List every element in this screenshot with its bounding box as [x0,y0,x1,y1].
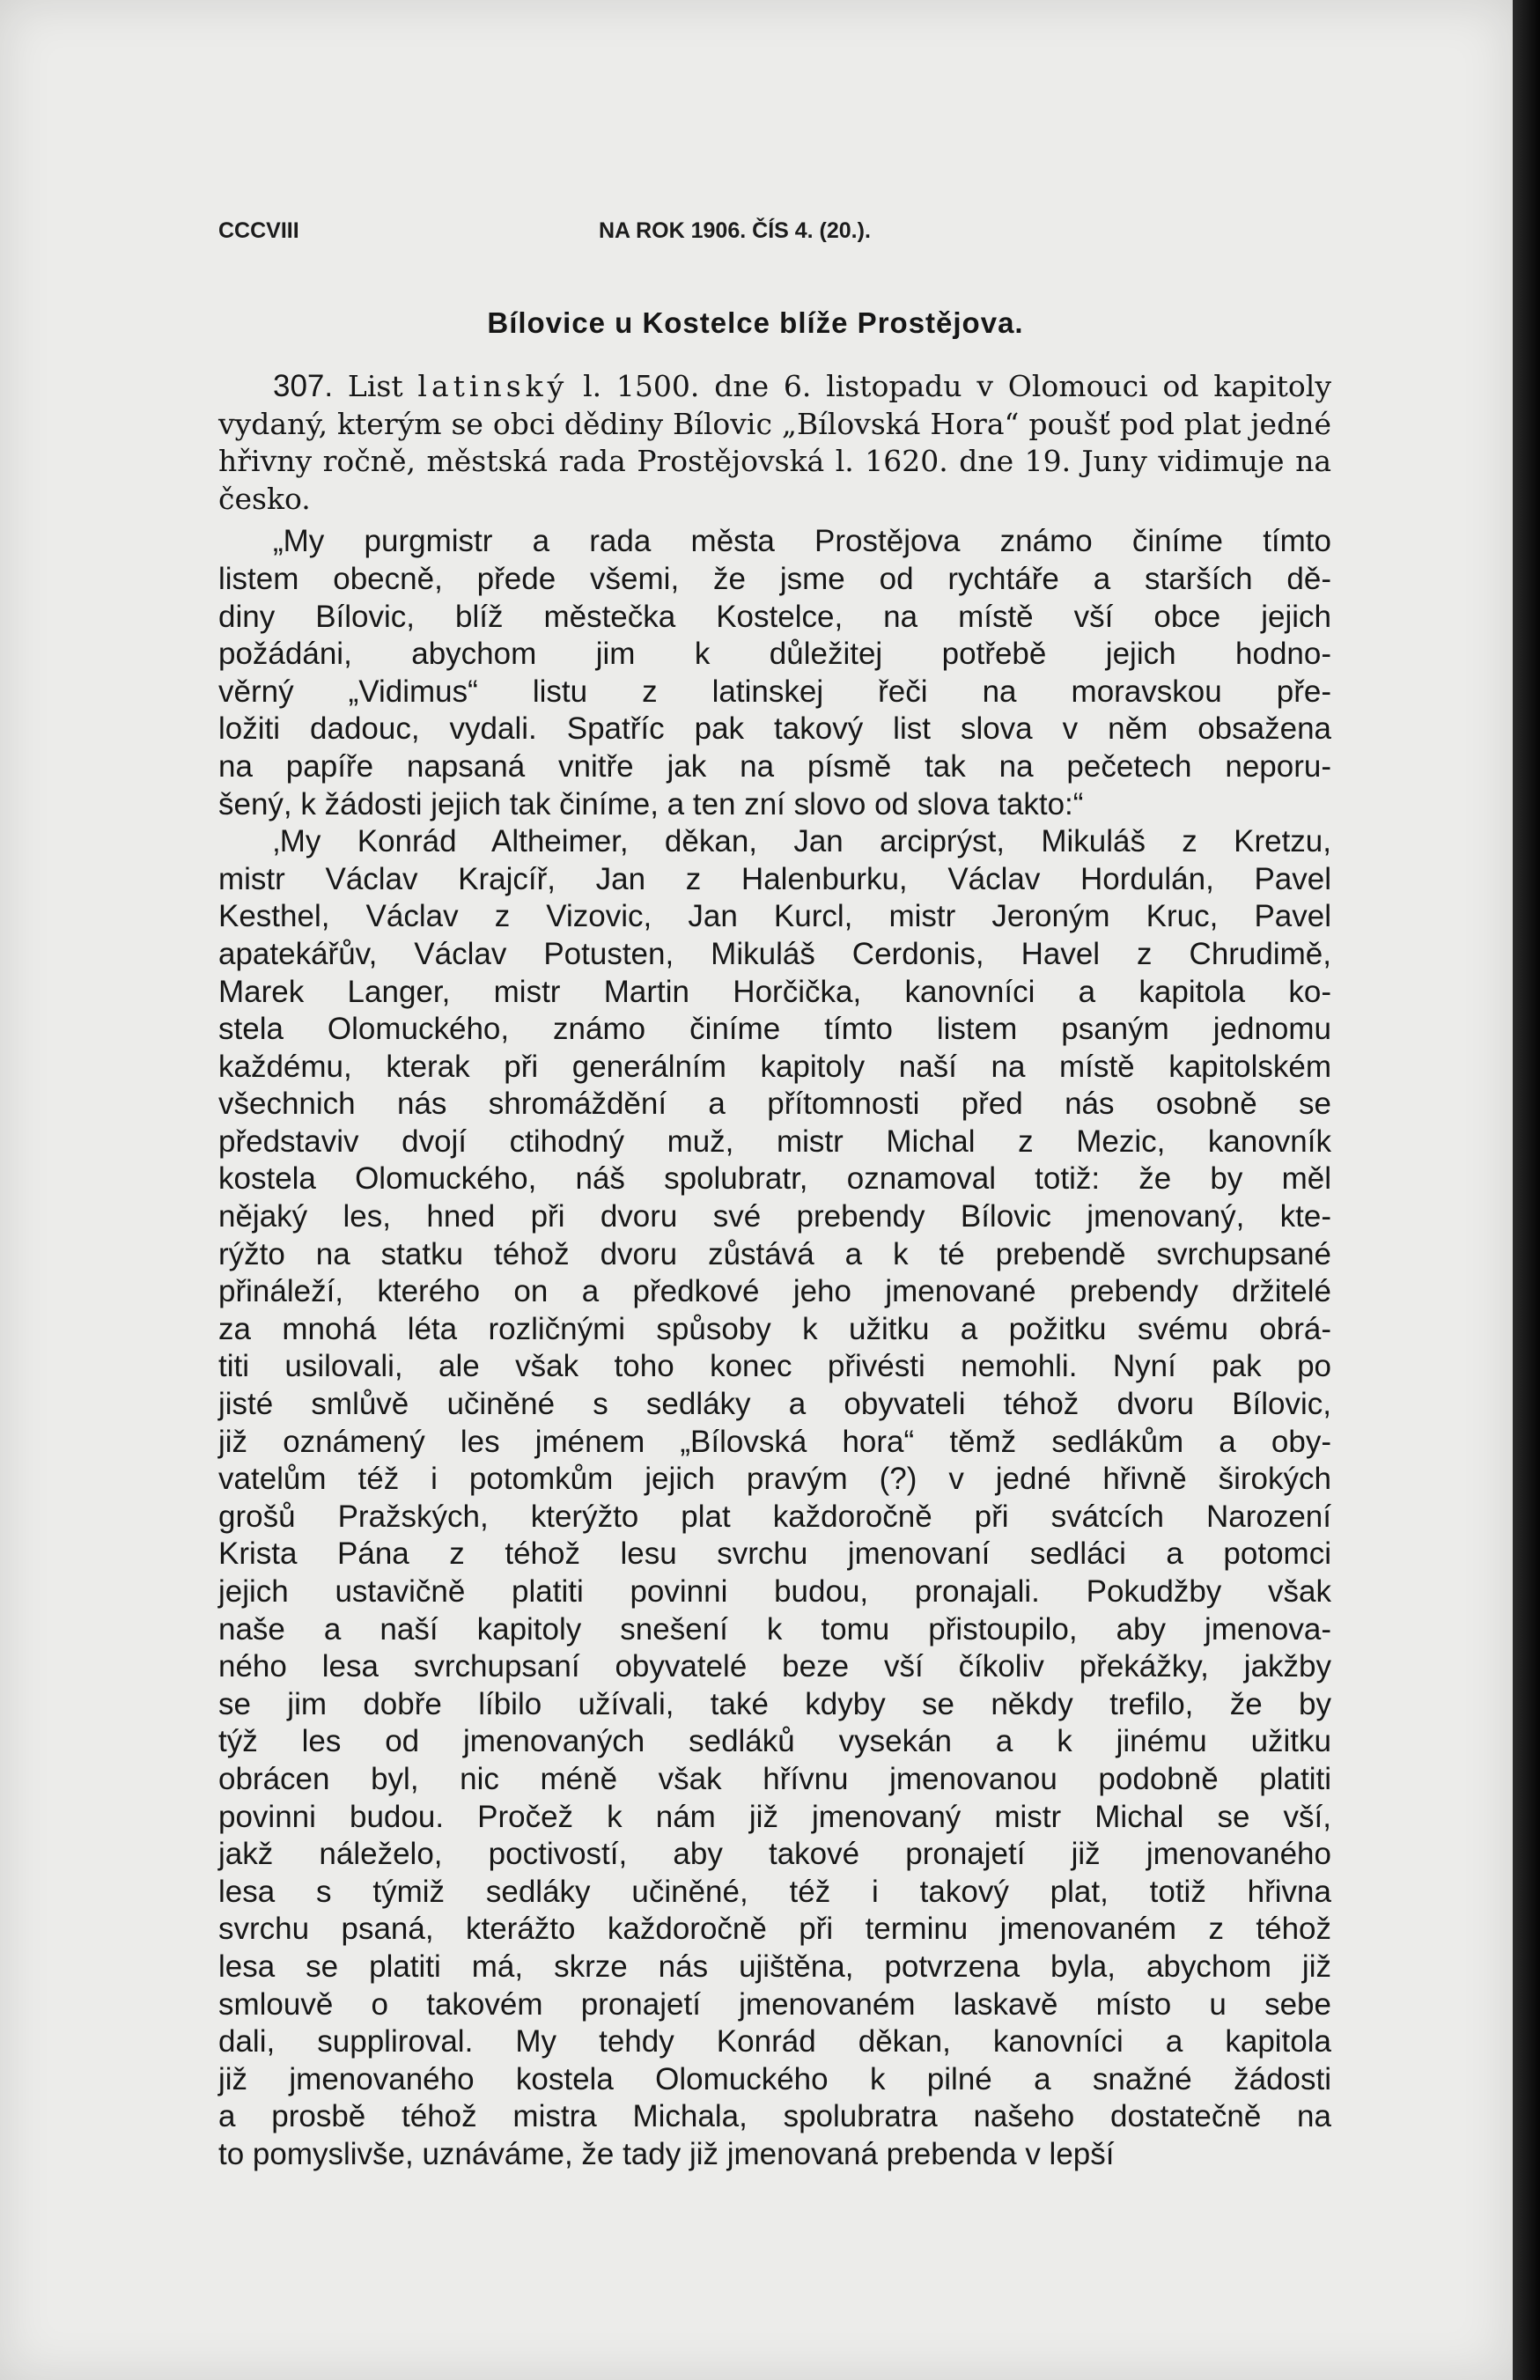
text-line: lesa se platiti má, skrze nás ujištěna, potvrzena byla, abychom již [218,1949,1331,1984]
text-line: a prosbě téhož mistra Michala, spolubratra našeho dostatečně na [218,2099,1331,2134]
text-line: se jim dobře líbilo užívali, také kdyby se někdy trefilo, že by [218,1686,1331,1721]
text-line: grošů Pražských, kterýžto plat každoročně při svátcích Narození [218,1499,1331,1534]
text-line: vatelům též i potomkům jejich pravým (?) v jedné hřivně širokých [218,1462,1331,1497]
text-line: každému, kterak při generálním kapitoly naší na místě kapitolském [218,1049,1331,1084]
text-line: jisté smlůvě učiněné s sedláky a obyvateli téhož dvoru Bílovic, [218,1387,1331,1422]
text-line: stela Olomuckého, známo činíme tímto listem psaným jednomu [218,1012,1331,1047]
running-header [218,218,1293,254]
entry-intro [218,368,1331,518]
text-line: naše a naší kapitoly snešení k tomu přistoupilo, aby jmenova- [218,1611,1331,1647]
text-line: již jmenovaného kostela Olomuckého k pilné a snažné žádosti [218,2061,1331,2096]
text-line: ložiti dadouc, vydali. Spatříc pak takový list slova v něm obsažena [218,711,1331,747]
text-line: rýžto na statku téhož dvoru zůstává a k té prebendě svrchupsané [218,1236,1331,1271]
text-line: lesa s týmiž sedláky učiněné, též i takový plat, totiž hřivna [218,1874,1331,1909]
page-number-roman: CCCVIII [218,218,299,243]
text-line: „My purgmistr a rada města Prostějova známo činíme tímto [273,524,1331,559]
text-line: na papíře napsaná vnitře jak na písmě tak na pečetech neporu- [218,748,1331,784]
section-title: Bílovice u Kostelce blíže Prostějova. [487,306,1024,339]
text-line: již oznámený les jménem „Bílovská hora“ těmž sedlákům a oby- [218,1424,1331,1459]
text-line: jejich ustavičně platiti povinni budou, pronajali. Pokudžby však [218,1574,1331,1609]
text-line: věrný „Vidimus“ listu z latinskej řeči na moravskou pře- [218,674,1331,709]
text-line: apatekářův, Václav Potusten, Mikuláš Cerdonis, Havel z Chrudimě, [218,936,1331,971]
text-line: všechnich nás shromáždění a přítomnosti před nás osobně se [218,1087,1331,1122]
text-line: nějaký les, hned při dvoru své prebendy Bílovic jmenovaný, kte- [218,1199,1331,1234]
text-line: povinni budou. Pročež k nám již jmenovaný mistr Michal se vší, [218,1799,1331,1834]
text-line: přináleží, kterého on a předkové jeho jmenované prebendy držitelé [218,1274,1331,1309]
text-line: Kesthel, Václav z Vizovic, Jan Kurcl, mistr Jeroným Kruc, Pavel [218,899,1331,934]
text-line: šený, k žádosti jejich tak činíme, a ten zní slovo od slova takto:“ [218,786,1084,822]
text-line: svrchu psaná, kterážto každoročně při terminu jmenovaném z téhož [218,1912,1331,1947]
text-line: obrácen byl, nic méně však hřívnu jmenovanou podobně platiti [218,1761,1331,1796]
text-line: jakž náleželo, poctivostí, aby takové pronajetí již jmenovaného [218,1837,1331,1872]
text-line: listem obecně, přede všemi, že jsme od rychtáře a starších dě- [218,561,1331,596]
text-line: dali, suppliroval. My tehdy Konrád děkan, kanovníci a kapitola [218,2024,1331,2059]
scan-edge [1513,0,1540,2380]
body-lines [218,523,1331,2173]
entry-number: 307. [273,369,334,403]
text-line: Krista Pána z téhož lesu svrchu jmenovaní sedláci a potomci [218,1536,1331,1572]
issue-reference: NA ROK 1906. ČÍS 4. (20.). [599,218,871,243]
text-line: ného lesa svrchupsaní obyvatelé beze vší číkoliv překážky, jakžby [218,1649,1331,1684]
text-line: požádáni, abychom jim k důležitej potřebě jejich hodno- [218,637,1331,672]
text-line: představiv dvojí ctihodný muž, mistr Michal z Mezic, kanovník [218,1124,1331,1159]
text-line: mistr Václav Krajcíř, Jan z Halenburku, Václav Hordulán, Pavel [218,861,1331,896]
document-body [218,368,1331,2174]
intro-latinsky: latinský [417,369,569,403]
intro-part-1: List [333,369,418,403]
text-line: ‚My Konrád Altheimer, děkan, Jan arciprýst, Mikuláš z Kretzu, [273,824,1331,859]
intro-part-2: l. 1500. dne 6. listopadu v Olomouci od kapitoly vydaný, kterým se obci dědiny Bílovic „Bílovská Hora“ poušť pod plat jedné hřivny ročně, městská rada Prostějovská l. 1620. dne 19. Juny vidimuje na česko. [218,369,1331,516]
text-line: za mnohá léta rozličnými spůsoby k užitku a požitku svému obrá- [218,1311,1331,1346]
text-line: Marek Langer, mistr Martin Horčička, kanovníci a kapitola ko- [218,974,1331,1009]
text-line: týž les od jmenovaných sedláků vysekán a k jinému užitku [218,1724,1331,1759]
text-line: smlouvě o takovém pronajetí jmenovaném laskavě místo u sebe [218,1986,1331,2022]
text-line: kostela Olomuckého, náš spolubratr, oznamoval totiž: že by měl [218,1161,1331,1197]
text-line: to pomyslivše, uznáváme, že tady již jmenovaná prebenda v lepší [218,2136,1115,2171]
text-line: diny Bílovic, blíž městečka Kostelce, na místě vší obce jejich [218,599,1331,634]
text-line: titi usilovali, ale však toho konec přivésti nemohli. Nyní pak po [218,1349,1331,1384]
